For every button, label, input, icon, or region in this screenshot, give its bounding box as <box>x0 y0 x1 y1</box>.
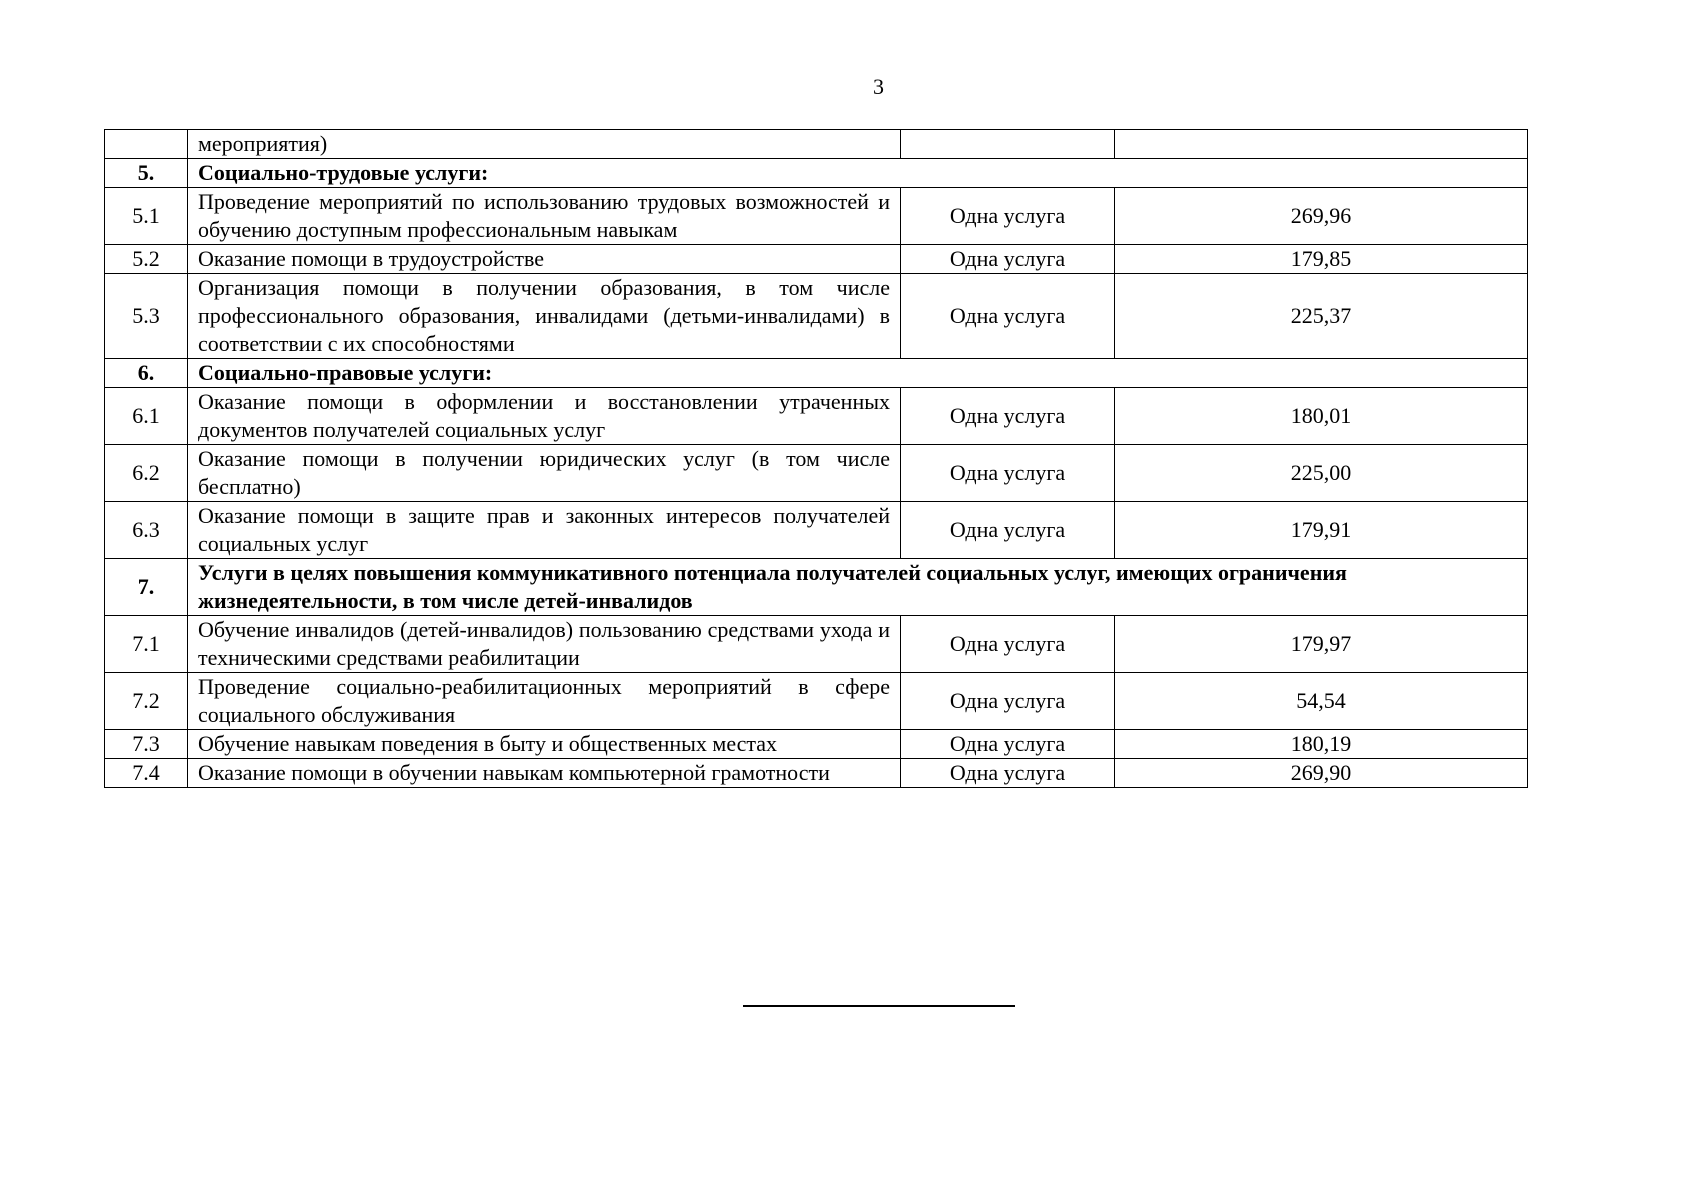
service-name: Оказание помощи в получении юридических услуг (в том числе бесплатно) <box>188 445 901 502</box>
unit-of-measure: Одна услуга <box>901 616 1115 673</box>
row-number: 5.1 <box>105 188 188 245</box>
table-row <box>105 502 1528 559</box>
table-row <box>105 274 1528 359</box>
section-title: Социально-правовые услуги: <box>188 359 1528 388</box>
unit-of-measure: Одна услуга <box>901 388 1115 445</box>
table-row <box>105 388 1528 445</box>
service-price: 179,97 <box>1115 616 1528 673</box>
section-header-row <box>105 159 1528 188</box>
service-price: 269,96 <box>1115 188 1528 245</box>
services-tariff-table <box>104 129 1528 788</box>
section-number: 6. <box>105 359 188 388</box>
service-name: Проведение мероприятий по использованию трудовых возможностей и обучению доступным профессиональным навыкам <box>188 188 901 245</box>
table-row <box>105 188 1528 245</box>
row-number: 7.3 <box>105 730 188 759</box>
row-number: 6.1 <box>105 388 188 445</box>
service-name: Проведение социально-реабилитационных мероприятий в сфере социального обслуживания <box>188 673 901 730</box>
service-price: 225,37 <box>1115 274 1528 359</box>
unit-of-measure: Одна услуга <box>901 502 1115 559</box>
row-number: 6.3 <box>105 502 188 559</box>
row-number: 6.2 <box>105 445 188 502</box>
service-price <box>1115 130 1528 159</box>
row-number: 5.2 <box>105 245 188 274</box>
table-row <box>105 759 1528 788</box>
service-name: мероприятия) <box>188 130 901 159</box>
service-price: 180,19 <box>1115 730 1528 759</box>
table-row <box>105 130 1528 159</box>
unit-of-measure: Одна услуга <box>901 274 1115 359</box>
service-price: 179,85 <box>1115 245 1528 274</box>
section-number: 5. <box>105 159 188 188</box>
table-row <box>105 245 1528 274</box>
unit-of-measure: Одна услуга <box>901 673 1115 730</box>
row-number: 7.2 <box>105 673 188 730</box>
unit-of-measure: Одна услуга <box>901 730 1115 759</box>
row-number: 7.4 <box>105 759 188 788</box>
service-name: Оказание помощи в защите прав и законных интересов получателей социальных услуг <box>188 502 901 559</box>
unit-of-measure: Одна услуга <box>901 759 1115 788</box>
row-number: 7.1 <box>105 616 188 673</box>
service-price: 54,54 <box>1115 673 1528 730</box>
unit-of-measure: Одна услуга <box>901 445 1115 502</box>
service-name: Оказание помощи в оформлении и восстановлении утраченных документов получателей социальных услуг <box>188 388 901 445</box>
row-number <box>105 130 188 159</box>
section-title: Услуги в целях повышения коммуникативного потенциала получателей социальных услуг, имеющих ограничения жизнедеятельности, в том числе детей-инвалидов <box>188 559 1528 616</box>
section-header-row <box>105 359 1528 388</box>
service-name: Оказание помощи в трудоустройстве <box>188 245 901 274</box>
service-name: Обучение навыкам поведения в быту и общественных местах <box>188 730 901 759</box>
service-price: 179,91 <box>1115 502 1528 559</box>
service-price: 180,01 <box>1115 388 1528 445</box>
service-price: 225,00 <box>1115 445 1528 502</box>
service-name: Оказание помощи в обучении навыкам компьютерной грамотности <box>188 759 901 788</box>
row-number: 5.3 <box>105 274 188 359</box>
section-title: Социально-трудовые услуги: <box>188 159 1528 188</box>
service-price: 269,90 <box>1115 759 1528 788</box>
end-of-document-rule <box>743 1005 1015 1007</box>
unit-of-measure <box>901 130 1115 159</box>
page-number: 3 <box>873 74 884 99</box>
table-row <box>105 730 1528 759</box>
section-number: 7. <box>105 559 188 616</box>
service-name: Организация помощи в получении образования, в том числе профессионального образования, инвалидами (детьми-инвалидами) в соответствии с их способностями <box>188 274 901 359</box>
table-row <box>105 445 1528 502</box>
section-header-row <box>105 559 1528 616</box>
table-row <box>105 673 1528 730</box>
unit-of-measure: Одна услуга <box>901 188 1115 245</box>
table-row <box>105 616 1528 673</box>
service-name: Обучение инвалидов (детей-инвалидов) пользованию средствами ухода и техническими средствами реабилитации <box>188 616 901 673</box>
unit-of-measure: Одна услуга <box>901 245 1115 274</box>
